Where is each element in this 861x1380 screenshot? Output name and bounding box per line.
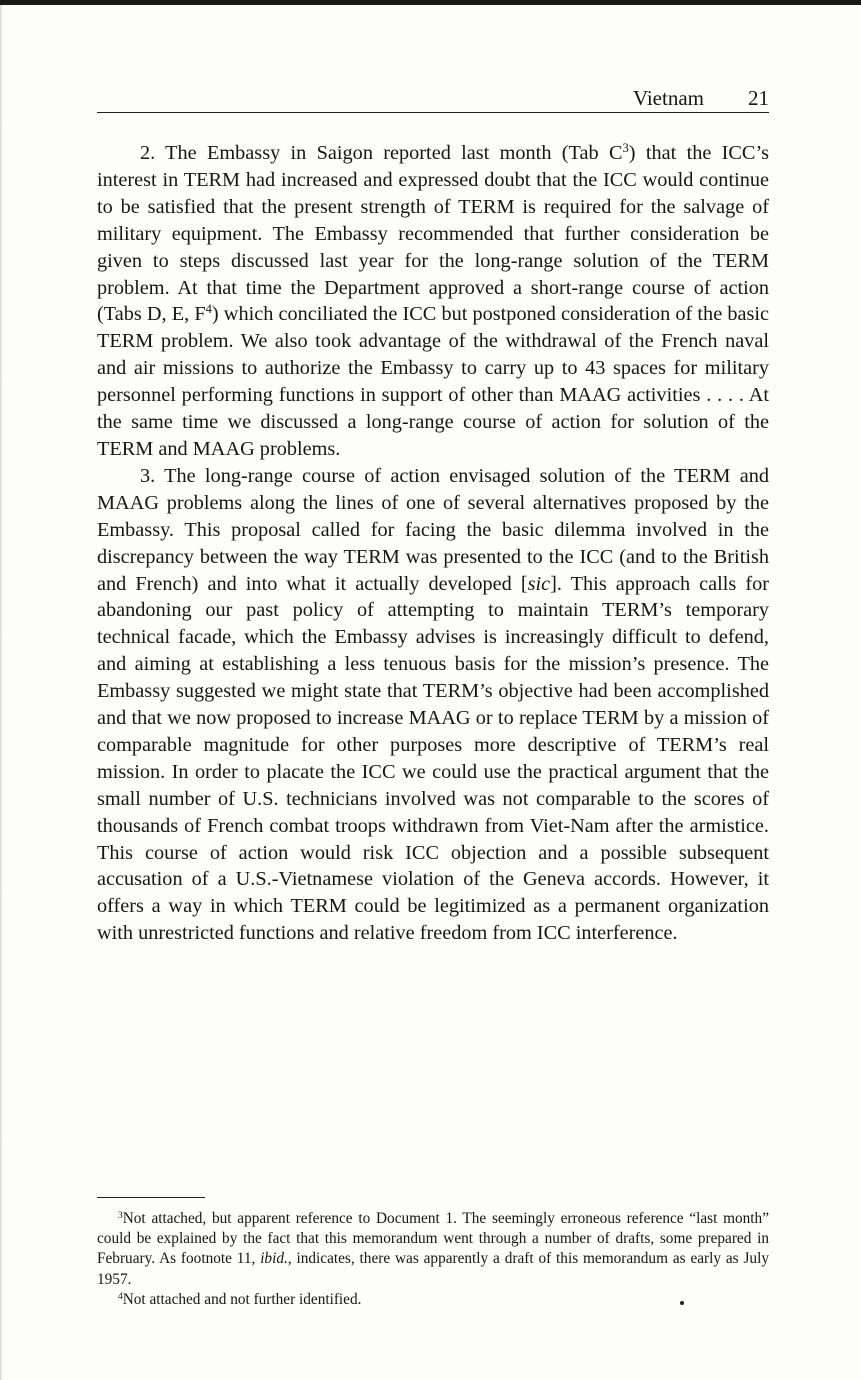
running-head-title: Vietnam <box>632 86 704 110</box>
footnote-3-text-2: , indicates, there was apparently a draft of this memorandum as early as July 1957. <box>97 1250 769 1288</box>
footnote-ref-3: 3 <box>622 141 629 156</box>
running-head <box>97 84 769 113</box>
paragraph-2-text-2: ) that the ICC’s interest in TERM had increased and expressed doubt that the ICC would continue to be satisfied that the present strength of TERM is required for the salvage of military equipment. The Embassy recommended that further consideration be given to steps discussed last year for the long-range solution of the TERM problem. At that time the Department approved a short-range course of action (Tabs D, E, F <box>97 142 769 326</box>
footnote-4 <box>97 1290 769 1310</box>
page-number: 21 <box>748 86 769 110</box>
footnote-4-marker: 4 <box>118 1291 123 1302</box>
ink-speck <box>680 1301 684 1305</box>
page-left-shadow <box>0 5 3 1380</box>
footnote-3-text-1: Not attached, but apparent reference to Document 1. The seemingly erroneous reference “last month” could be explained by the fact that this memorandum went through a number of drafts, some prepared in February. As footnote 11, <box>97 1210 769 1268</box>
footnote-3-marker: 3 <box>118 1210 123 1221</box>
footnote-ref-4: 4 <box>205 302 212 317</box>
footnote-divider <box>97 1197 205 1198</box>
sic-italic: sic <box>527 572 551 595</box>
footnote-3 <box>97 1209 769 1290</box>
paragraph-2-text-1: 2. The Embassy in Saigon reported last month (Tab C <box>140 142 623 164</box>
main-text <box>97 140 769 947</box>
paragraph-3-text-1: 3. The long-range course of action envisaged solution of the TERM and MAAG problems along the lines of one of several alternatives proposed by the Embassy. This proposal called for facing the basic dilemma involved in the discrepancy between the way TERM was presented to the ICC (and to the British and French) and into what it actually developed [ <box>97 464 769 595</box>
paragraph-3-text-2: ]. This approach calls for abandoning our past policy of attempting to maintain TERM’s temporary technical facade, which the Embassy advises is increasingly difficult to defend, and aiming at establishing a less tenuous basis for the mission’s presence. The Embassy suggested we might state that TERM’s objective had been accomplished and that we now proposed to increase MAAG or to replace TERM by a mission of comparable magnitude for other purposes more descriptive of TERM’s real mission. In order to placate the ICC we could use the practical argument that the small number of U.S. technicians involved was not comparable to the scores of thousands of French combat troops withdrawn from Viet-Nam after the armistice. This course of action would risk ICC objection and a possible subsequent accusation of a U.S.-Vietnamese violation of the Geneva accords. However, it offers a way in which TERM could be legitimized as a permanent organization with unrestricted functions and relative freedom from ICC interference. <box>97 572 770 945</box>
footnotes <box>97 1209 769 1310</box>
footnote-4-text: Not attached and not further identified. <box>122 1290 362 1308</box>
footnote-3-ibid: ibid. <box>260 1250 288 1268</box>
paragraph-2 <box>97 140 769 463</box>
paragraph-3 <box>97 463 769 947</box>
page-top-edge <box>0 0 861 5</box>
paragraph-2-text-3: ) which conciliated the ICC but postponed consideration of the basic TERM problem. We also took advantage of the withdrawal of the French naval and air missions to authorize the Embassy to carry up to 43 spaces for military personnel performing functions in support of other than MAAG activities . . . . At the same time we discussed a long-range course of action for solution of the TERM and MAAG problems. <box>97 303 770 460</box>
